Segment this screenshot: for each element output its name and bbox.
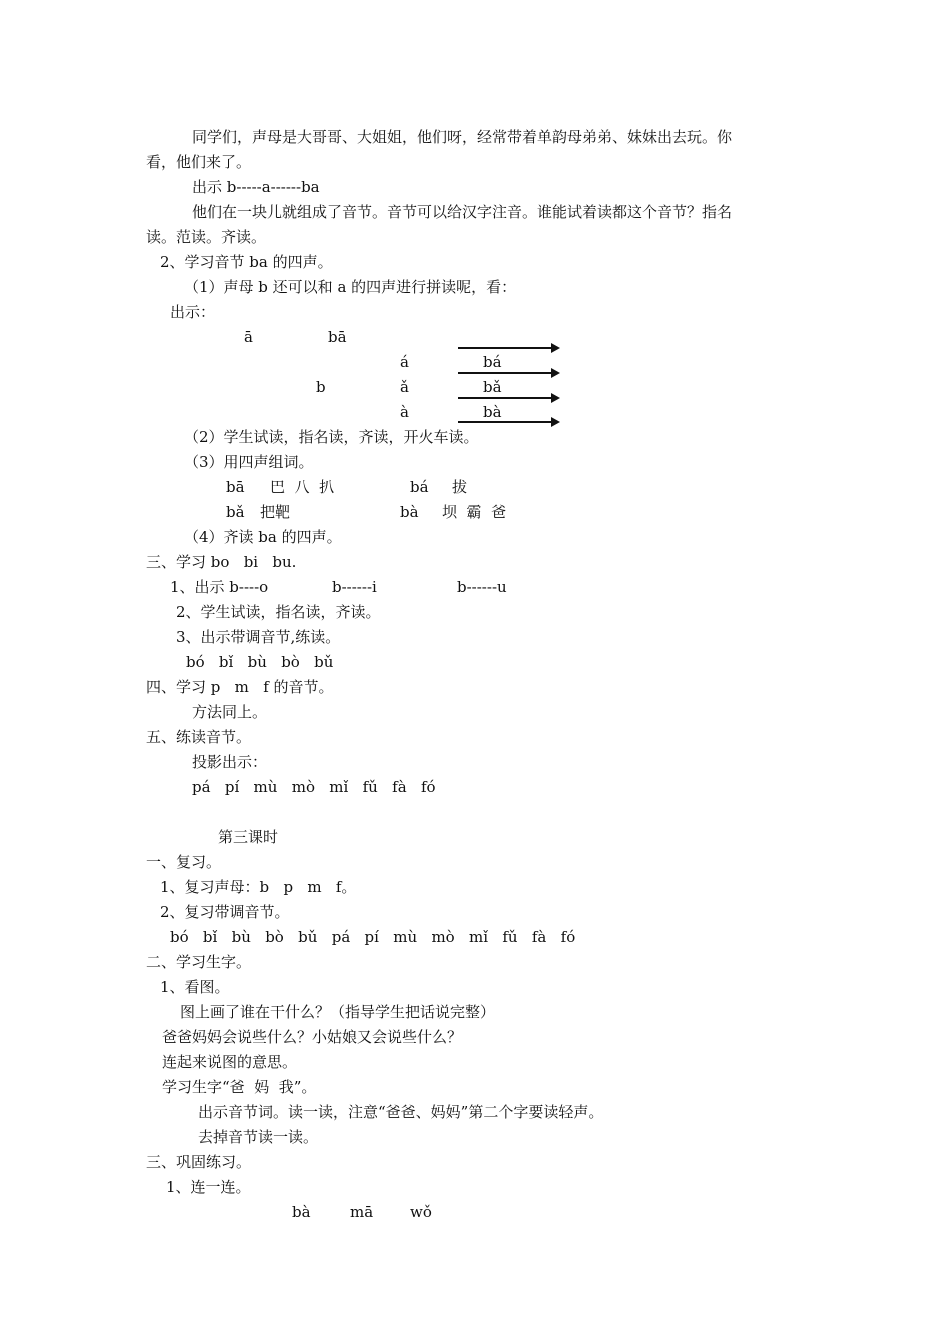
diagram-syllable: bā: [328, 328, 347, 346]
word-syllable: bà: [400, 503, 419, 521]
section-heading: 二、学习生字。: [146, 953, 252, 971]
diagram-initial: b: [316, 378, 326, 396]
paragraph-line: 1、出示 b----o: [170, 578, 269, 596]
paragraph-line: b------u: [457, 578, 507, 596]
section-heading: 三、学习 bo bi bu.: [146, 553, 297, 571]
section-heading: 四、学习 p m f 的音节。: [146, 678, 334, 696]
paragraph-line: 读。范读。齐读。: [146, 228, 267, 246]
paragraph-line: 图上画了谁在干什么？（指导学生把话说完整）: [180, 1003, 496, 1021]
syllable-row: pá pí mù mò mǐ fǔ fà fó: [192, 778, 436, 796]
paragraph-line: 同学们，声母是大哥哥、大姐姐，他们呀，经常带着单韵母弟弟、妹妹出去玩。你: [192, 128, 733, 146]
paragraph-line: 出示：: [170, 303, 216, 321]
paragraph-line: 连起来说图的意思。: [162, 1053, 298, 1071]
paragraph-line: 出示音节词。读一读，注意“爸爸、妈妈”第二个字要读轻声。: [198, 1103, 604, 1121]
word-chars: 把靶: [260, 503, 291, 521]
arrow-icon: [458, 372, 558, 374]
diagram-syllable: bà: [483, 403, 502, 421]
paragraph-line: （1）声母 b 还可以和 a 的四声进行拼读呢，看：: [184, 278, 517, 296]
paragraph-line: （4）齐读 ba 的四声。: [184, 528, 342, 546]
syllable-row: bó bǐ bù bò bǔ: [186, 653, 334, 671]
section-heading: 2、学习音节 ba 的四声。: [160, 253, 333, 271]
arrow-icon: [458, 347, 558, 349]
diagram-syllable: bǎ: [483, 378, 502, 396]
paragraph-line: （2）学生试读，指名读，齐读，开火车读。: [184, 428, 479, 446]
paragraph-line: 1、连一连。: [166, 1178, 251, 1196]
paragraph-line: 看，他们来了。: [146, 153, 252, 171]
paragraph-line: （3）用四声组词。: [184, 453, 314, 471]
paragraph-line: 学习生字“爸 妈 我”。: [162, 1078, 317, 1096]
paragraph-line: 3、出示带调音节,练读。: [176, 628, 341, 646]
word-syllable: bǎ: [226, 503, 245, 521]
diagram-vowel: á: [400, 353, 409, 371]
paragraph-line: 他们在一块儿就组成了音节。音节可以给汉字注音。谁能试着读都这个音节？指名: [192, 203, 733, 221]
word-chars: 巴 八 扒: [270, 478, 335, 496]
syllable: wǒ: [410, 1203, 432, 1221]
section-heading: 一、复习。: [146, 853, 222, 871]
paragraph-line: 1、看图。: [160, 978, 230, 996]
paragraph-line: b------i: [332, 578, 377, 596]
arrow-icon: [458, 397, 558, 399]
lesson-title: 第三课时: [218, 828, 279, 846]
section-heading: 三、巩固练习。: [146, 1153, 252, 1171]
word-chars: 坝 霸 爸: [442, 503, 507, 521]
paragraph-line: 出示 b-----a------ba: [192, 178, 320, 196]
paragraph-line: 爸爸妈妈会说些什么？小姑娘又会说些什么？: [162, 1028, 463, 1046]
section-heading: 五、练读音节。: [146, 728, 252, 746]
word-syllable: bā: [226, 478, 245, 496]
diagram-syllable: bá: [483, 353, 502, 371]
paragraph-line: 方法同上。: [192, 703, 268, 721]
arrow-icon: [458, 421, 558, 423]
paragraph-line: 1、复习声母：b p m f。: [160, 878, 357, 896]
diagram-vowel: à: [400, 403, 409, 421]
word-syllable: bá: [410, 478, 429, 496]
word-chars: 拔: [452, 478, 468, 496]
paragraph-line: 2、复习带调音节。: [160, 903, 290, 921]
syllable: mā: [350, 1203, 374, 1221]
syllable-row: bó bǐ bù bò bǔ pá pí mù mò mǐ fǔ fà fó: [170, 928, 576, 946]
paragraph-line: 去掉音节读一读。: [198, 1128, 319, 1146]
diagram-vowel: ā: [244, 328, 253, 346]
diagram-vowel: ǎ: [400, 378, 409, 396]
paragraph-line: 2、学生试读，指名读，齐读。: [176, 603, 381, 621]
syllable: bà: [292, 1203, 311, 1221]
paragraph-line: 投影出示：: [192, 753, 268, 771]
